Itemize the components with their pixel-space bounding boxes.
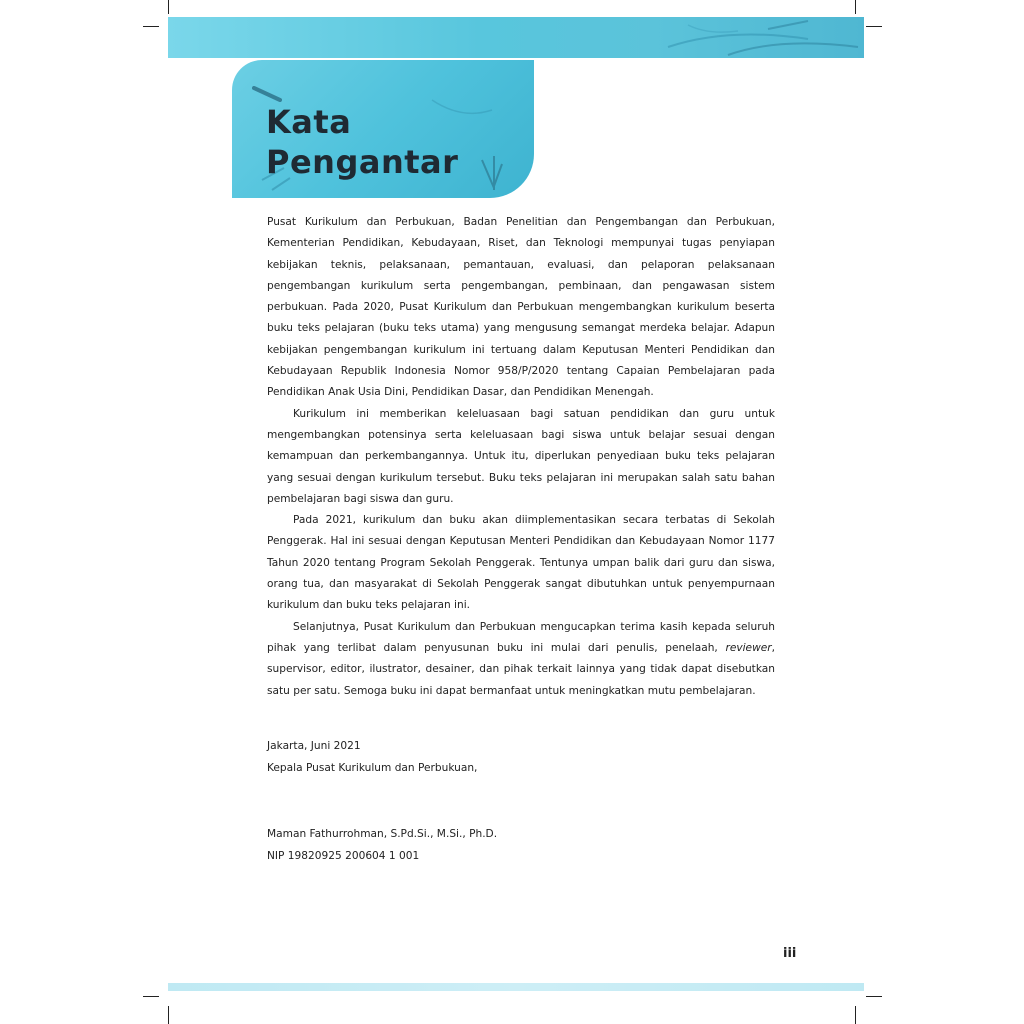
footer-band xyxy=(168,983,864,991)
paragraph-4-end: , supervisor, editor, ilustrator, desainer, dan pihak terkait lainnya yang tidak dapat disebutkan satu per satu. Semoga buku ini dapat bermanfaat untuk meningkatkan mutu pembelajaran. xyxy=(267,641,775,697)
paragraph-4 xyxy=(267,617,775,702)
signatory-nip: NIP 19820925 200604 1 001 xyxy=(267,850,420,862)
crop-mark xyxy=(168,1006,169,1024)
paragraph-4-start: Selanjutnya, Pusat Kurikulum dan Perbukuan mengucapkan terima kasih kepada seluruh pihak yang terlibat dalam penyusunan buku ini mulai dari penulis, penelaah, xyxy=(267,620,775,654)
crop-mark xyxy=(866,26,882,27)
header-band xyxy=(168,17,864,58)
title-line-1: Kata xyxy=(266,103,352,141)
place-date: Jakarta, Juni 2021 xyxy=(267,740,361,752)
signatory-position: Kepala Pusat Kurikulum dan Perbukuan, xyxy=(267,762,478,774)
page-number: iii xyxy=(783,946,797,961)
paragraph-3: Pada 2021, kurikulum dan buku akan diimplementasikan secara terbatas di Sekolah Penggerak. Hal ini sesuai dengan Keputusan Menteri Pendidikan dan Kebudayaan Nomor 1177 Tahun 2020 tentang Program Sekolah Penggerak. Tentunya umpan balik dari guru dan siswa, orang tua, dan masyarakat di Sekolah Penggerak sangat dibutuhkan untuk penyempurnaan kurikulum dan buku teks pelajaran ini. xyxy=(267,514,775,612)
crop-mark xyxy=(143,996,159,997)
paragraph-2: Kurikulum ini memberikan keleluasaan bagi satuan pendidikan dan guru untuk mengembangkan potensinya serta keleluasaan bagi siswa untuk belajar sesuai dengan kemampuan dan perkembangannya. Untuk itu, diperlukan penyediaan buku teks pelajaran yang sesuai dengan kurikulum tersebut. Buku teks pelajaran ini merupakan salah satu bahan pembelajaran bagi siswa dan guru. xyxy=(267,407,775,505)
crop-mark xyxy=(855,0,856,14)
title-line-2: Pengantar xyxy=(266,143,459,181)
paragraph-4-italic: reviewer xyxy=(725,641,772,654)
crop-mark xyxy=(168,0,169,14)
paragraph-1: Pusat Kurikulum dan Perbukuan, Badan Penelitian dan Pengembangan dan Perbukuan, Kementerian Pendidikan, Kebudayaan, Riset, dan Teknologi mempunyai tugas penyiapan kebijakan teknis, pelaksanaan, pemantauan, evaluasi, dan pelaporan pelaksanaan pengembangan kurikulum serta pengembangan, pembinaan, dan pengawasan sistem perbukuan. Pada 2020, Pusat Kurikulum dan Perbukuan mengembangkan kurikulum beserta buku teks pelajaran (buku teks utama) yang mengusung semangat merdeka belajar. Adapun kebijakan pengembangan kurikulum ini tertuang dalam Keputusan Menteri Pendidikan dan Kebudayaan Republik Indonesia Nomor 958/P/2020 tentang Capaian Pembelajaran pada Pendidikan Anak Usia Dini, Pendidikan Dasar, dan Pendidikan Menengah. xyxy=(267,216,775,399)
crop-mark xyxy=(855,1006,856,1024)
body-text xyxy=(267,212,775,702)
page-title xyxy=(266,102,458,182)
leaf-decoration-icon xyxy=(168,17,864,58)
signatory-name: Maman Fathurrohman, S.Pd.Si., M.Si., Ph.D. xyxy=(267,828,498,840)
crop-mark xyxy=(866,996,882,997)
crop-mark xyxy=(143,26,159,27)
